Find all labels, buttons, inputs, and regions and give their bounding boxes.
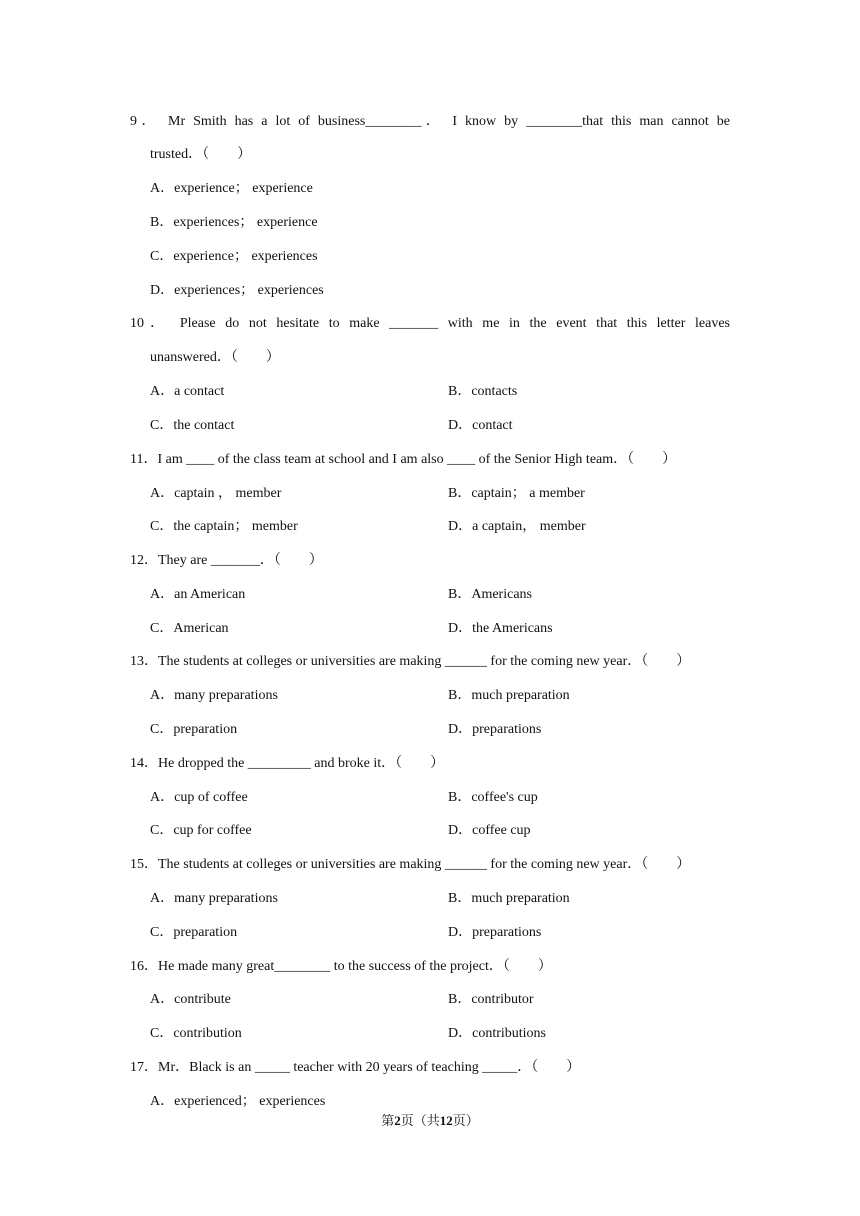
question-16-option-a: A．contribute: [150, 992, 231, 1007]
question-10-option-b: B．contacts: [448, 384, 518, 399]
question-14-text: 14．He dropped the _________ and broke it．（ ）: [130, 756, 445, 771]
question-14-option-a: A．cup of coffee: [150, 790, 248, 805]
question-9-text: 9． Mr Smith has a lot of business________． I know by ________that this man cannot be: [130, 114, 730, 129]
question-17-text: 17．Mr．Black is an _____ teacher with 20 years of teaching _____．（ ）: [130, 1060, 581, 1075]
question-14-option-c: C．cup for coffee: [150, 823, 252, 838]
question-11-option-b: B．captain； a member: [448, 486, 585, 501]
question-11-text: 11．I am ____ of the class team at school and I am also ____ of the Senior High team．（ ）: [130, 452, 677, 467]
question-10-text: 10． Please do not hesitate to make _______ with me in the event that this letter leaves: [130, 316, 730, 331]
question-10-option-a: A．a contact: [150, 384, 225, 399]
question-15-option-a: A．many preparations: [150, 891, 278, 906]
question-9-option-a: A．experience； experience: [150, 181, 313, 196]
question-15-option-c: C．preparation: [150, 925, 238, 940]
page-footer: [0, 1111, 860, 1131]
question-9-option-d: D．experiences； experiences: [150, 283, 324, 298]
question-16-option-d: D．contributions: [448, 1026, 546, 1041]
question-9-option-b: B．experiences； experience: [150, 215, 318, 230]
question-13-option-b: B．much preparation: [448, 688, 570, 703]
question-16-text: 16．He made many great________ to the success of the project．（ ）: [130, 959, 552, 974]
question-10-option-c: C．the contact: [150, 418, 235, 433]
question-12-text: 12．They are _______．（ ）: [130, 553, 323, 568]
question-15-option-d: D．preparations: [448, 925, 542, 940]
question-9-option-c: C．experience； experiences: [150, 249, 318, 264]
question-16-option-b: B．contributor: [448, 992, 534, 1007]
footer-middle: 页（共: [400, 1113, 440, 1128]
question-11-option-c: C．the captain； member: [150, 519, 298, 534]
question-13-option-c: C．preparation: [150, 722, 238, 737]
question-9-text-cont: trusted．（ ）: [150, 147, 252, 162]
question-15-text: 15．The students at colleges or universities are making ______ for the coming new year．（ ）: [130, 857, 691, 872]
question-12-option-a: A．an American: [150, 587, 246, 602]
footer-page-number: 2: [394, 1113, 401, 1128]
question-10-option-d: D．contact: [448, 418, 513, 433]
footer-suffix: 页）: [452, 1113, 479, 1128]
question-16-option-c: C．contribution: [150, 1026, 242, 1041]
footer-prefix: 第: [381, 1113, 395, 1128]
question-15-option-b: B．much preparation: [448, 891, 570, 906]
question-11-option-d: D．a captain， member: [448, 519, 586, 534]
question-14-option-d: D．coffee cup: [448, 823, 531, 838]
question-12-option-c: C．American: [150, 621, 229, 636]
question-10-text-cont: unanswered．（ ）: [150, 350, 280, 365]
question-11-option-a: A．captain ， member: [150, 486, 282, 501]
question-12-option-b: B．Americans: [448, 587, 532, 602]
question-13-option-a: A．many preparations: [150, 688, 278, 703]
question-17-option-a: A．experienced； experiences: [150, 1094, 326, 1109]
question-12-option-d: D．the Americans: [448, 621, 553, 636]
footer-total-pages: 12: [439, 1113, 453, 1128]
question-14-option-b: B．coffee's cup: [448, 790, 538, 805]
question-13-option-d: D．preparations: [448, 722, 542, 737]
question-13-text: 13．The students at colleges or universities are making ______ for the coming new year．（ ）: [130, 654, 691, 669]
